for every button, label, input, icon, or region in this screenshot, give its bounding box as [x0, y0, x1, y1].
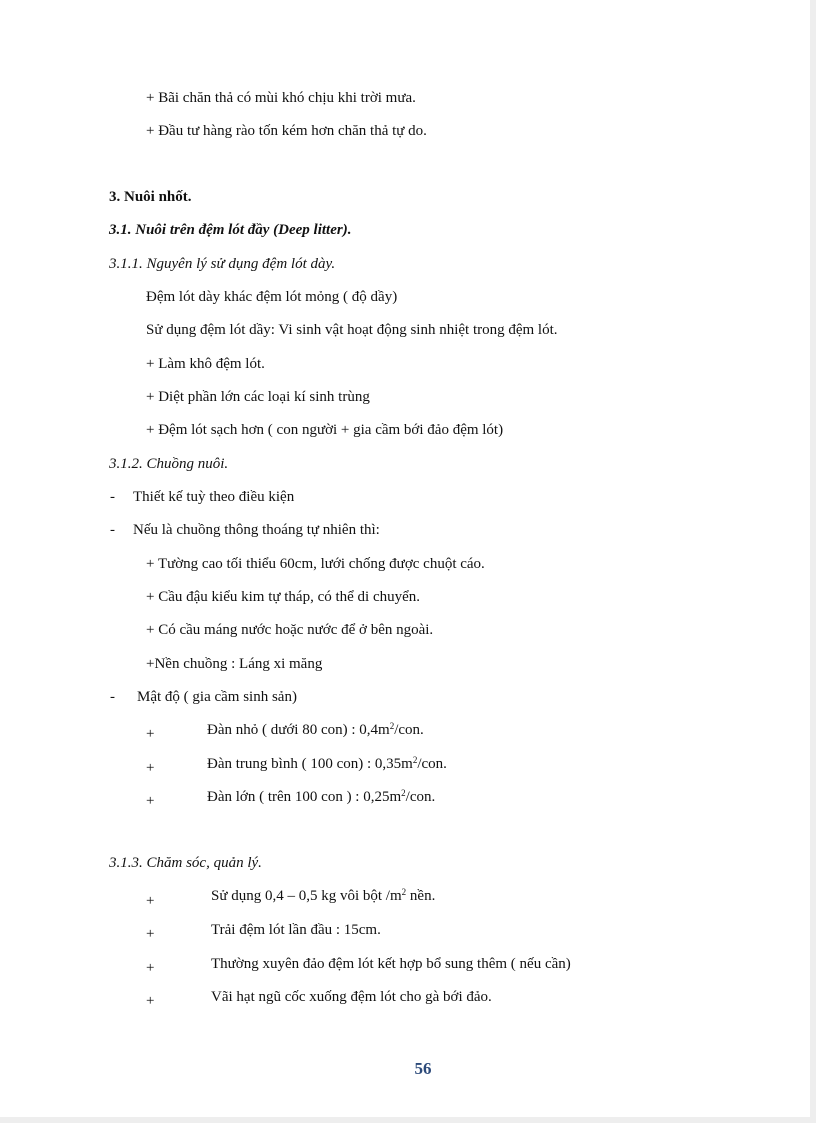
text-line: + Cầu đậu kiểu kim tự tháp, có thể di chuyển. [146, 589, 421, 605]
list-item: Thiết kế tuỳ theo điều kiện [133, 489, 295, 505]
density-item: Đàn trung bình ( 100 con) : $0,35m^2$/con. [207, 755, 447, 772]
heading-3-1-2: 3.1.2. Chuồng nuôi. [109, 456, 229, 472]
text-line: + Đệm lót sạch hơn ( con người + gia cầm bới đảo đệm lót) [146, 422, 504, 438]
care-item: Sử dụng 0,4 – 0,5 kg vôi bột $/m^2$ nền. [211, 887, 436, 904]
plus-bullet: + [146, 926, 155, 942]
plus-bullet: + [146, 726, 155, 742]
heading-3-1-3: 3.1.3. Chăm sóc, quản lý. [109, 855, 262, 871]
plus-bullet: + [146, 793, 155, 809]
density-item: Đàn lớn ( trên 100 con ) : $0,25m^2$/con. [207, 788, 436, 805]
text-line: + Tường cao tối thiểu 60cm, lưới chống được chuột cáo. [146, 556, 485, 572]
heading-3-1-1: 3.1.1. Nguyên lý sử dụng đệm lót dày. [109, 256, 336, 272]
density-item: Đàn nhỏ ( dưới 80 con) : $0,4m^2$/con. [207, 721, 424, 738]
care-item: Trải đệm lót lần đầu : 15cm. [211, 922, 381, 938]
text-line: + Có cầu máng nước hoặc nước để ở bên ngoài. [146, 622, 434, 638]
text-line: + Đầu tư hàng rào tốn kém hơn chăn thả tự do. [146, 123, 427, 139]
plus-bullet: + [146, 993, 155, 1009]
plus-bullet: + [146, 960, 155, 976]
plus-bullet: + [146, 760, 155, 776]
list-item: Nếu là chuồng thông thoáng tự nhiên thì: [133, 522, 380, 538]
text-line: + Diệt phần lớn các loại kí sinh trùng [146, 389, 370, 405]
dash-bullet: - [110, 522, 115, 538]
text-line: + Làm khô đệm lót. [146, 356, 265, 372]
text-line: Đệm lót dày khác đệm lót mỏng ( độ dầy) [146, 289, 398, 305]
heading-3-1: 3.1. Nuôi trên đệm lót đầy (Deep litter). [109, 222, 352, 238]
text-line: + Bãi chăn thả có mùi khó chịu khi trời mưa. [146, 90, 416, 106]
dash-bullet: - [110, 489, 115, 505]
plus-bullet: + [146, 893, 155, 909]
text-line: Sử dụng đệm lót dầy: Vi sinh vật hoạt động sinh nhiệt trong đệm lót. [146, 322, 558, 338]
text-line: +Nền chuồng : Láng xi măng [146, 656, 323, 672]
care-item: Vãi hạt ngũ cốc xuống đệm lót cho gà bới đảo. [211, 989, 492, 1005]
care-item: Thường xuyên đảo đệm lót kết hợp bổ sung thêm ( nếu cần) [211, 956, 571, 972]
list-item: Mật độ ( gia cầm sinh sản) [137, 689, 297, 705]
heading-3: 3. Nuôi nhốt. [109, 189, 192, 205]
page-number: 56 [414, 1059, 432, 1078]
dash-bullet: - [110, 689, 115, 705]
